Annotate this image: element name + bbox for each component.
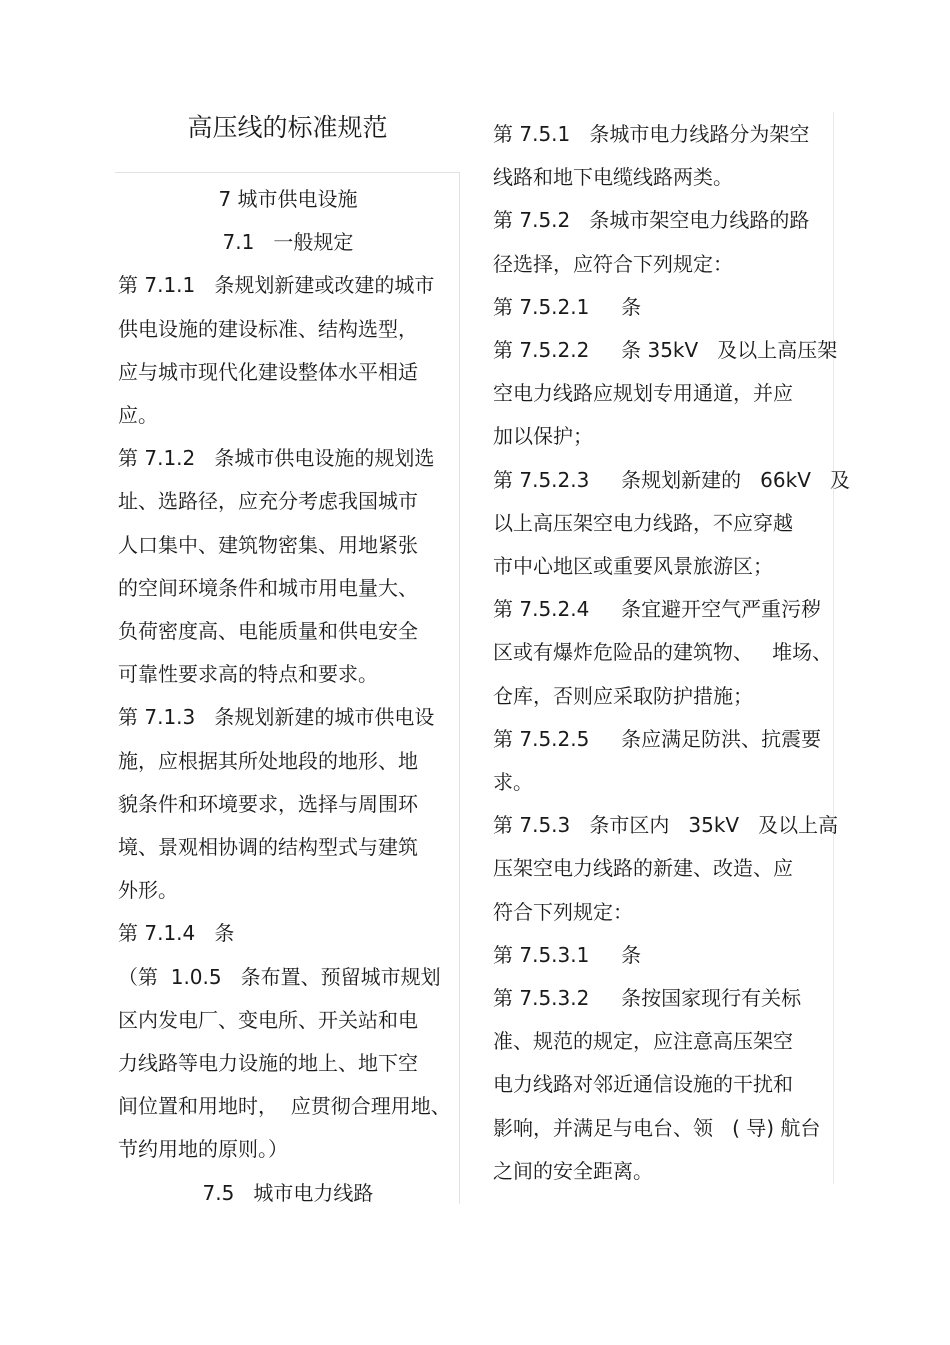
- text-line: 第 7.1.1 条规划新建或改建的城市: [118, 273, 435, 298]
- text-line: 外形。: [118, 878, 178, 903]
- text-line: 施，应根据其所处地段的地形、地: [118, 748, 418, 773]
- text-line: 节约用地的原则。）: [118, 1137, 288, 1162]
- text-line: 第 7.5.2.5 条应满足防洪、抗震要: [493, 726, 822, 751]
- text-line: 第 7.5.2.1 条: [493, 294, 642, 319]
- text-line: 符合下列规定：: [493, 899, 633, 924]
- text-line: 求。: [493, 770, 533, 795]
- text-line: 间位置和用地时， 应贯彻合理用地、: [118, 1094, 451, 1119]
- text-line: 准、规范的规定，应注意高压架空: [493, 1029, 793, 1054]
- text-line: 第 7.5.3.2 条按国家现行有关标: [493, 986, 802, 1011]
- text-line: 第 7.5.3 条市区内 35kV 及以上高: [493, 813, 839, 838]
- text-line: 址、选路径，应充分考虑我国城市: [118, 489, 418, 514]
- text-line: 第 7.5.2.3 条规划新建的 66kV 及: [493, 467, 850, 492]
- text-line: 力线路等电力设施的地上、地下空: [118, 1051, 418, 1076]
- text-line: 7.5 城市电力线路: [202, 1180, 374, 1205]
- text-line: 人口集中、建筑物密集、用地紧张: [118, 532, 418, 557]
- text-line: 第 7.1.2 条城市供电设施的规划选: [118, 446, 435, 471]
- text-line: 空电力线路应规划专用通道，并应: [493, 381, 793, 406]
- text-line: 第 7.1.3 条规划新建的城市供电设: [118, 705, 435, 730]
- text-line: 供电设施的建设标准、结构选型，: [118, 316, 418, 341]
- text-line: 第 7.1.4 条: [118, 921, 235, 946]
- document-title: 高压线的标准规范: [187, 113, 388, 142]
- text-line: 第 7.5.2.2 条 35kV 及以上高压架: [493, 338, 838, 363]
- text-line: 市中心地区或重要风景旅游区；: [493, 554, 773, 579]
- text-line: 负荷密度高、电能质量和供电安全: [118, 619, 418, 644]
- text-line: 可靠性要求高的特点和要求。: [118, 662, 378, 687]
- text-line: 第 7.5.3.1 条: [493, 942, 642, 967]
- text-line: 之间的安全距离。: [493, 1158, 653, 1183]
- title-divider: [115, 172, 460, 173]
- text-line: 貌条件和环境要求，选择与周围环: [118, 791, 418, 816]
- text-line: 压架空电力线路的新建、改造、应: [493, 856, 793, 881]
- text-line: 第 7.5.1 条城市电力线路分为架空: [493, 122, 810, 146]
- text-line: （第 1.0.5 条布置、预留城市规划: [118, 964, 441, 989]
- text-line: 区内发电厂、变电所、开关站和电: [118, 1007, 418, 1032]
- text-line: 应。: [118, 403, 158, 428]
- text-line: 以上高压架空电力线路，不应穿越: [493, 510, 793, 535]
- text-line: 电力线路对邻近通信设施的干扰和: [493, 1072, 793, 1097]
- left-column: [118, 178, 458, 1215]
- text-line: 加以保护；: [493, 424, 593, 449]
- text-line: 境、景观相协调的结构型式与建筑: [118, 835, 418, 860]
- right-column: [493, 113, 850, 1193]
- text-line: 7.1 一般规定: [222, 230, 354, 255]
- text-line: 区或有爆炸危险品的建筑物、 堆场、: [493, 640, 833, 665]
- text-line: 仓库，否则应采取防护措施；: [493, 683, 753, 708]
- text-line: 影响，并满足与电台、领 ( 导) 航台: [493, 1115, 821, 1140]
- text-line: 径选择，应符合下列规定：: [493, 251, 733, 276]
- text-line: 7 城市供电设施: [218, 187, 358, 211]
- text-line: 第 7.5.2.4 条宜避开空气严重污秽: [493, 597, 822, 622]
- column-divider: [459, 172, 460, 1204]
- text-line: 线路和地下电缆线路两类。: [493, 165, 733, 190]
- text-line: 的空间环境条件和城市用电量大、: [118, 575, 418, 600]
- text-line: 第 7.5.2 条城市架空电力线路的路: [493, 208, 810, 233]
- text-line: 应与城市现代化建设整体水平相适: [118, 359, 418, 384]
